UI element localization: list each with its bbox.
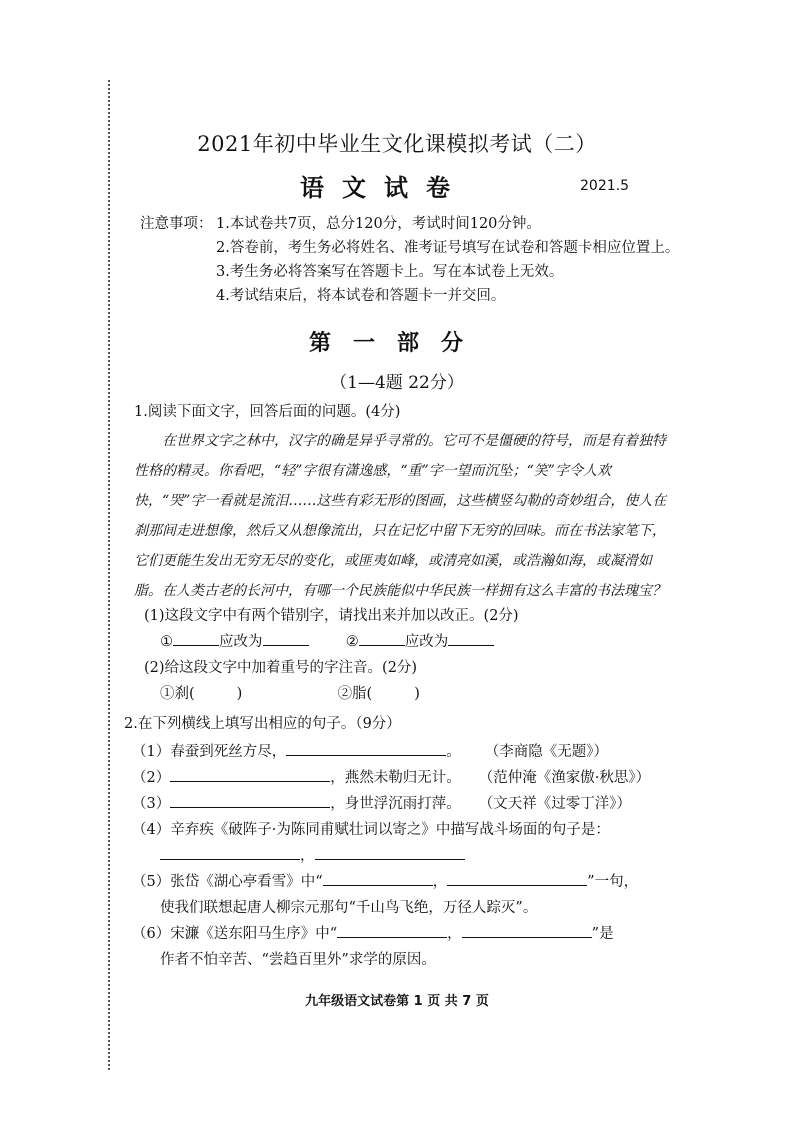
item-text: 张岱《湖心亭看雪》中“ bbox=[170, 874, 323, 890]
blank-a-right[interactable] bbox=[263, 631, 309, 646]
blank-b-wrong[interactable] bbox=[359, 631, 405, 646]
item-num: （4） bbox=[132, 822, 171, 838]
note-item: 4.考试结束后，将本试卷和答题卡一并交回。 bbox=[216, 288, 506, 304]
item-text: 宋濂《送东阳马生序》中“ bbox=[170, 926, 338, 942]
comma: ， bbox=[447, 926, 462, 942]
close-paren: ) bbox=[414, 686, 420, 702]
subject-title: 语文试卷 bbox=[300, 174, 468, 202]
comma: ， bbox=[300, 848, 315, 864]
pinyin-b-label: ②脂( bbox=[337, 686, 373, 702]
item-num: （6） bbox=[132, 926, 171, 942]
part-title: 第一部分 bbox=[308, 331, 485, 356]
change-to-label: 应改为 bbox=[219, 634, 263, 650]
fill-blank[interactable] bbox=[462, 923, 592, 938]
item-num: （3） bbox=[132, 796, 171, 812]
item-end: ”一句， bbox=[587, 874, 639, 890]
note-item: 2.答卷前，考生务必将姓名、准考证号填写在试卷和答题卡相应位置上。 bbox=[216, 240, 680, 256]
item-num: （1） bbox=[132, 744, 171, 760]
fill-blank[interactable] bbox=[315, 845, 465, 860]
page-footer: 九年级语文试卷第 1 页 共 7 页 bbox=[305, 994, 489, 1009]
q1-sub1: (1)这段文字中有两个错别字，请找出来并加以改正。(2分) bbox=[144, 608, 519, 624]
comma: ， bbox=[432, 874, 448, 890]
note-item: 3.考生务必将答案写在答题卡上。写在本试卷上无效。 bbox=[216, 264, 564, 280]
q1-stem: 1.阅读下面文字，回答后面的问题。(4分) bbox=[134, 404, 401, 420]
exam-date: 2021.5 bbox=[580, 178, 629, 194]
q2-line-5 bbox=[132, 870, 638, 891]
fill-blank[interactable] bbox=[337, 923, 447, 938]
pinyin-a-label: ①刹( bbox=[160, 686, 195, 702]
notes-section bbox=[140, 212, 679, 308]
q1-passage: 在世界文字之林中，汉字的确是异乎寻常的。它可不是僵硬的符号，而是有着独特性格的精灵。你看吧，“轻”字很有潇逸感，“重”字一望而沉坠；“笑”字令人欢快，“哭”字一看就是流泪……这些有彩无形的图画，这些横竖勾勒的奇妙组合，使人在刹那间走进想像，然后又从想像流出，只在记忆中留下无穷的回味。而在书法家笔下，它们更能生发出无穷无尽的变化，或匪夷如峰，或清亮如溪，或浩瀚如海，或凝滑如脂。在人类古老的长河中，有哪一个民族能似中华民族一样拥有这么丰富的书法瑰宝？ bbox=[134, 433, 667, 599]
q2-line-6b: 作者不怕辛苦、“尝趋百里外”求学的原因。 bbox=[160, 952, 436, 968]
exam-title: 2021年初中毕业生文化课模拟考试（二） bbox=[197, 132, 597, 156]
item-end: ”是 bbox=[591, 926, 614, 942]
close-paren: ) bbox=[236, 686, 243, 702]
blank-a-wrong[interactable] bbox=[173, 631, 219, 646]
item-source: （文天祥《过零丁洋》） bbox=[478, 796, 631, 812]
change-to-label: 应改为 bbox=[404, 634, 449, 650]
fill-blank[interactable] bbox=[160, 845, 300, 860]
q2-line-4-blanks bbox=[160, 844, 465, 865]
fill-blank[interactable] bbox=[286, 741, 446, 756]
item-text: 辛弃疾《破阵子·为陈同甫赋壮词以寄之》中描写战斗场面的句子是： bbox=[170, 822, 610, 838]
binding-line bbox=[108, 80, 110, 1070]
q2-line-1 bbox=[132, 740, 608, 761]
answer-b-num: ② bbox=[345, 634, 359, 650]
q2-line-2 bbox=[132, 766, 650, 787]
item-num: （5） bbox=[132, 874, 171, 890]
fill-blank[interactable] bbox=[447, 871, 587, 886]
item-text: 春蚕到死丝方尽， bbox=[170, 744, 287, 760]
item-text: ，燕然未勒归无计。 bbox=[330, 770, 461, 786]
q2-line-3 bbox=[132, 792, 631, 813]
answer-a-num: ① bbox=[160, 634, 173, 650]
fill-blank[interactable] bbox=[170, 767, 330, 782]
fill-blank[interactable] bbox=[323, 871, 433, 886]
item-end: 。 bbox=[446, 744, 461, 760]
q2-line-4 bbox=[132, 818, 610, 839]
q2-stem: 2.在下列横线上填写出相应的句子。（9分） bbox=[124, 716, 401, 732]
blank-b-right[interactable] bbox=[448, 631, 494, 646]
item-source: （范仲淹《渔家傲·秋思》） bbox=[478, 770, 651, 786]
q1-sub2: (2)给这段文字中加着重号的字注音。(2分) bbox=[144, 660, 418, 676]
fill-blank[interactable] bbox=[170, 793, 330, 808]
q2-line-6 bbox=[132, 922, 614, 943]
item-source: （李商隐《无题》） bbox=[484, 744, 608, 760]
q1-sub2-answers bbox=[160, 682, 420, 703]
q2-line-5b: 使我们联想起唐人柳宗元那句“千山鸟飞绝，万径人踪灭”。 bbox=[160, 900, 538, 916]
item-num: （2） bbox=[132, 770, 171, 786]
part-range: （1—4题 22分） bbox=[330, 373, 464, 393]
note-item: 1.本试卷共7页，总分120分，考试时间120分钟。 bbox=[216, 216, 541, 232]
notes-label: 注意事项： bbox=[140, 216, 213, 232]
item-text: ，身世浮沉雨打萍。 bbox=[330, 796, 461, 812]
q1-sub1-answers bbox=[160, 630, 494, 651]
